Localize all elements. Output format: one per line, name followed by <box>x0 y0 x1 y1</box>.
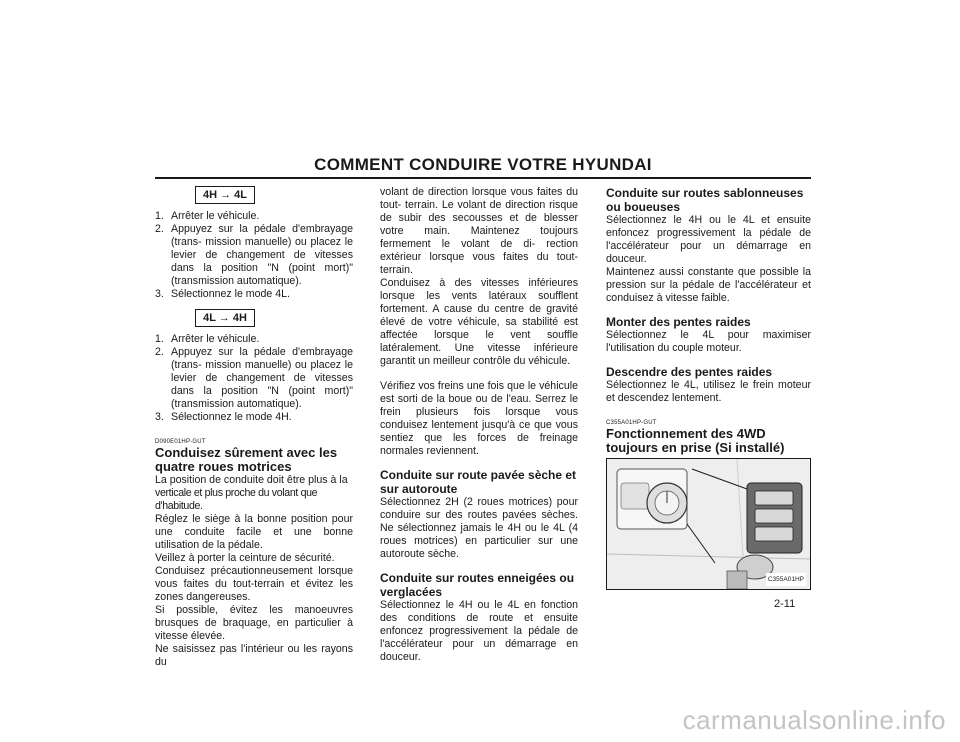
list-item: 2. Appuyez sur la pédale d'embrayage (trans- mission manuelle) ou placez le levier de changement de vitesses dans la position "N (point mort)" (transmission automatique). <box>155 346 353 410</box>
section-heading: Conduite sur route pavée sèche et sur autoroute <box>380 468 577 496</box>
page-header: COMMENT CONDUIRE VOTRE HYUNDAI <box>314 155 652 174</box>
paragraph: Ne saisissez pas l'intérieur ou les rayons du <box>155 643 353 668</box>
paragraph: Vérifiez vos freins une fois que le véhicule est sorti de la boue ou de l'eau. Serrez le frein plusieurs fois lorsque vous conduisez lentement jusqu'à ce que vous sentiez que les forces de freinage normales reviennent. <box>380 380 578 457</box>
paragraph: Maintenez aussi constante que possible la pression sur la pédale de l'accélérateur et conduisez à vitesse faible. <box>606 266 811 304</box>
section-code: C355A01HP-GUT <box>606 420 657 426</box>
mode-box-4h-4l: 4H → 4L <box>195 186 255 204</box>
list-item: 3. Sélectionnez le mode 4H. <box>155 411 292 423</box>
section-heading: Fonctionnement des 4WD toujours en prise (Si installé) <box>606 426 785 455</box>
paragraph: Si possible, évitez les manoeuvres brusques de braquage, en particulier à vitesse élevée. <box>155 604 353 642</box>
mode-box-4l-4h: 4L → 4H <box>195 309 255 327</box>
column-right <box>606 186 811 590</box>
figure-4wd-switch <box>606 458 811 590</box>
page-number: 2-11 <box>774 598 796 610</box>
section-heading: Conduisez sûrement avec les quatre roues motrices <box>155 445 338 474</box>
list-item: 2. Appuyez sur la pédale d'embrayage (trans- mission manuelle) ou placez le levier de changement de vitesses dans la position "N (point mort)" (transmission automatique). <box>155 223 353 287</box>
paragraph: verticale et plus proche du volant que d'habitude. <box>155 487 318 512</box>
column-left <box>155 186 353 669</box>
list-item: 3. Sélectionnez le mode 4L. <box>155 288 290 300</box>
steps-4l-to-4h <box>155 333 353 424</box>
section-heading: Monter des pentes raides <box>606 315 751 329</box>
section-heading: Conduite sur routes sablonneuses ou boueuses <box>606 186 804 214</box>
column-middle <box>380 186 578 664</box>
paragraph: Sélectionnez le 4H ou le 4L et ensuite enfoncez progressivement la pédale de l'accélérateur pour un démarrage en douceur. <box>606 214 811 265</box>
paragraph: Réglez le siège à la bonne position pour une conduite facile et une bonne utilisation de la pédale. <box>155 513 353 551</box>
section-heading: Descendre des pentes raides <box>606 365 773 379</box>
paragraph: Sélectionnez le 4L pour maximiser l'utilisation du couple moteur. <box>606 329 811 354</box>
list-item: 1. Arrêter le véhicule. <box>155 333 260 345</box>
paragraph: Sélectionnez le 4H ou le 4L en fonction des conditions de route et ensuite enfoncez progressivement la pédale de l'accélérateur pour un démarrage en douceur. <box>380 599 578 663</box>
console-illustration <box>607 459 810 589</box>
paragraph: Sélectionnez 2H (2 roues motrices) pour conduire sur des routes pavées sèches. Ne sélectionnez jamais le 4H ou le 4L (4 roues motrices) en particulier sur une autoroute sèche. <box>380 496 578 560</box>
paragraph: La position de conduite doit être plus à la <box>155 474 348 486</box>
section-heading: Conduite sur routes enneigées ou verglacées <box>380 571 575 599</box>
paragraph: Conduisez à des vitesses inférieures lorsque les vents latéraux soufflent fortement. A cause du centre de gravité élevé de votre véhicule, sa stabilité est affectée lorsque le vent souffle latéralement. Une vitesse inférieure garantit un meilleur contrôle du véhicule. <box>380 277 578 367</box>
paragraph: volant de direction lorsque vous faites du tout- terrain. Le volant de direction risque de subir des secousses et de blesser votre main. Maintenez toujours fermement le volant de di- rection extérieur lorsque vous faites du tout- terrain. <box>380 186 578 276</box>
steps-4h-to-4l <box>155 210 353 301</box>
header-rule <box>155 177 811 179</box>
list-item: 1. Arrêter le véhicule. <box>155 210 260 222</box>
paragraph: Veillez à porter la ceinture de sécurité. <box>155 552 335 564</box>
figure-label: C355A01HP <box>766 573 806 586</box>
paragraph: Sélectionnez le 4L, utilisez le frein moteur et descendez lentement. <box>606 379 811 404</box>
section-code: D090E01HP-GUT <box>155 439 206 445</box>
watermark: carmanualsonline.info <box>682 705 946 735</box>
paragraph: Conduisez précautionneusement lorsque vous faites du tout-terrain et évitez les zones dangereuses. <box>155 565 353 603</box>
